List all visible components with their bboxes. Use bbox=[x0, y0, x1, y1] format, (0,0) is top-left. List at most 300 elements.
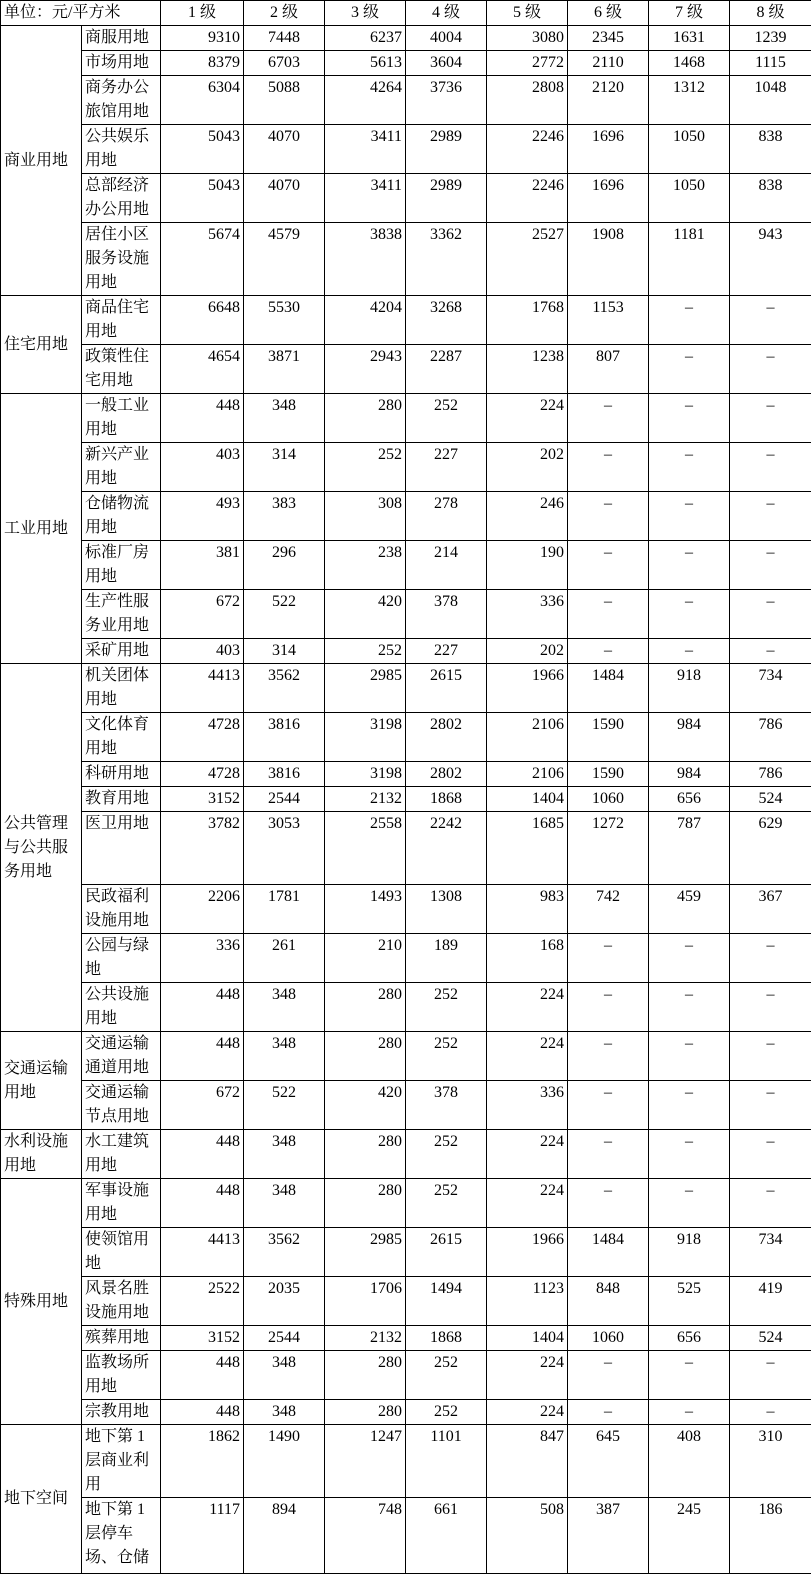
price-cell: 448 bbox=[161, 1351, 244, 1400]
grade-header-6: 6 级 bbox=[568, 1, 649, 26]
price-cell: – bbox=[730, 1081, 811, 1130]
price-cell: 672 bbox=[161, 1081, 244, 1130]
price-cell: 734 bbox=[730, 1228, 811, 1277]
price-cell: 2035 bbox=[244, 1277, 325, 1326]
price-cell: 314 bbox=[244, 639, 325, 664]
price-cell: 310 bbox=[730, 1425, 811, 1498]
unit-label: 单位：元/平方米 bbox=[1, 1, 161, 26]
price-cell: 448 bbox=[161, 1179, 244, 1228]
price-cell: 661 bbox=[406, 1498, 487, 1574]
price-cell: – bbox=[649, 1400, 730, 1425]
subcategory-cell: 交通运输通道用地 bbox=[82, 1032, 161, 1081]
table-row bbox=[1, 664, 811, 713]
price-cell: 3604 bbox=[406, 51, 487, 76]
price-cell: – bbox=[730, 1400, 811, 1425]
price-cell: 6237 bbox=[325, 26, 406, 51]
price-cell: – bbox=[568, 1032, 649, 1081]
price-cell: 4264 bbox=[325, 76, 406, 125]
subcategory-cell: 文化体育用地 bbox=[82, 713, 161, 762]
price-cell: 1101 bbox=[406, 1425, 487, 1498]
price-cell: – bbox=[649, 492, 730, 541]
price-cell: 522 bbox=[244, 1081, 325, 1130]
price-cell: 336 bbox=[487, 590, 568, 639]
price-cell: 1272 bbox=[568, 812, 649, 885]
price-cell: 280 bbox=[325, 1130, 406, 1179]
table-row bbox=[1, 983, 811, 1032]
price-cell: 367 bbox=[730, 885, 811, 934]
price-cell: 1123 bbox=[487, 1277, 568, 1326]
subcategory-cell: 市场用地 bbox=[82, 51, 161, 76]
price-cell: 224 bbox=[487, 1351, 568, 1400]
subcategory-cell: 一般工业用地 bbox=[82, 394, 161, 443]
price-cell: 2345 bbox=[568, 26, 649, 51]
price-cell: 524 bbox=[730, 787, 811, 812]
price-cell: 2132 bbox=[325, 787, 406, 812]
table-row bbox=[1, 1032, 811, 1081]
price-cell: 5043 bbox=[161, 125, 244, 174]
category-cell: 交通运输用地 bbox=[1, 1032, 82, 1130]
price-cell: 2246 bbox=[487, 125, 568, 174]
price-cell: 308 bbox=[325, 492, 406, 541]
price-cell: 348 bbox=[244, 1179, 325, 1228]
price-cell: 2544 bbox=[244, 1326, 325, 1351]
price-cell: – bbox=[568, 1400, 649, 1425]
price-cell: 522 bbox=[244, 590, 325, 639]
price-cell: – bbox=[649, 541, 730, 590]
price-cell: – bbox=[568, 1351, 649, 1400]
subcategory-cell: 科研用地 bbox=[82, 762, 161, 787]
price-cell: 314 bbox=[244, 443, 325, 492]
price-cell: – bbox=[649, 1351, 730, 1400]
price-cell: 1494 bbox=[406, 1277, 487, 1326]
price-cell: 3816 bbox=[244, 713, 325, 762]
price-cell: 2802 bbox=[406, 713, 487, 762]
subcategory-cell: 仓储物流用地 bbox=[82, 492, 161, 541]
price-cell: 1404 bbox=[487, 1326, 568, 1351]
price-cell: 2615 bbox=[406, 1228, 487, 1277]
grade-header-1: 1 级 bbox=[161, 1, 244, 26]
price-cell: 4004 bbox=[406, 26, 487, 51]
price-cell: 2287 bbox=[406, 345, 487, 394]
table-row bbox=[1, 787, 811, 812]
price-cell: 748 bbox=[325, 1498, 406, 1574]
subcategory-cell: 商服用地 bbox=[82, 26, 161, 51]
price-cell: 838 bbox=[730, 174, 811, 223]
price-cell: 202 bbox=[487, 443, 568, 492]
subcategory-cell: 公园与绿地 bbox=[82, 934, 161, 983]
price-cell: 5530 bbox=[244, 296, 325, 345]
subcategory-cell: 商务办公旅馆用地 bbox=[82, 76, 161, 125]
price-cell: – bbox=[568, 443, 649, 492]
price-cell: 190 bbox=[487, 541, 568, 590]
price-cell: – bbox=[568, 934, 649, 983]
table-row bbox=[1, 26, 811, 51]
price-cell: 734 bbox=[730, 664, 811, 713]
price-cell: 2808 bbox=[487, 76, 568, 125]
price-cell: 280 bbox=[325, 1179, 406, 1228]
price-cell: – bbox=[649, 934, 730, 983]
price-cell: 838 bbox=[730, 125, 811, 174]
price-cell: 3871 bbox=[244, 345, 325, 394]
price-cell: 4204 bbox=[325, 296, 406, 345]
price-cell: 1484 bbox=[568, 1228, 649, 1277]
table-row bbox=[1, 51, 811, 76]
table-row bbox=[1, 934, 811, 983]
price-cell: 1308 bbox=[406, 885, 487, 934]
price-cell: 2943 bbox=[325, 345, 406, 394]
price-cell: 742 bbox=[568, 885, 649, 934]
price-cell: 1050 bbox=[649, 174, 730, 223]
price-cell: 246 bbox=[487, 492, 568, 541]
subcategory-cell: 地下第 1 层商业利用 bbox=[82, 1425, 161, 1498]
price-cell: 186 bbox=[730, 1498, 811, 1574]
price-cell: – bbox=[649, 443, 730, 492]
price-cell: 5088 bbox=[244, 76, 325, 125]
price-cell: 1490 bbox=[244, 1425, 325, 1498]
table-row bbox=[1, 223, 811, 296]
category-cell: 商业用地 bbox=[1, 26, 82, 296]
table-row bbox=[1, 1081, 811, 1130]
price-cell: 2989 bbox=[406, 125, 487, 174]
price-cell: 448 bbox=[161, 394, 244, 443]
price-cell: 1868 bbox=[406, 787, 487, 812]
price-cell: 245 bbox=[649, 1498, 730, 1574]
price-cell: 224 bbox=[487, 1032, 568, 1081]
category-cell: 水利设施用地 bbox=[1, 1130, 82, 1179]
price-cell: 224 bbox=[487, 1400, 568, 1425]
price-cell: 3838 bbox=[325, 223, 406, 296]
price-cell: 2772 bbox=[487, 51, 568, 76]
price-cell: 4579 bbox=[244, 223, 325, 296]
price-cell: 1060 bbox=[568, 787, 649, 812]
price-cell: 348 bbox=[244, 1351, 325, 1400]
subcategory-cell: 生产性服务业用地 bbox=[82, 590, 161, 639]
price-cell: 2522 bbox=[161, 1277, 244, 1326]
price-cell: 6304 bbox=[161, 76, 244, 125]
price-cell: 348 bbox=[244, 394, 325, 443]
price-cell: 6648 bbox=[161, 296, 244, 345]
subcategory-cell: 机关团体用地 bbox=[82, 664, 161, 713]
price-cell: 2527 bbox=[487, 223, 568, 296]
subcategory-cell: 水工建筑用地 bbox=[82, 1130, 161, 1179]
table-row bbox=[1, 296, 811, 345]
price-cell: 381 bbox=[161, 541, 244, 590]
price-cell: 224 bbox=[487, 983, 568, 1032]
price-cell: – bbox=[568, 1081, 649, 1130]
price-cell: 348 bbox=[244, 983, 325, 1032]
price-cell: 238 bbox=[325, 541, 406, 590]
price-cell: 3411 bbox=[325, 174, 406, 223]
price-cell: – bbox=[730, 296, 811, 345]
price-cell: 3198 bbox=[325, 762, 406, 787]
subcategory-cell: 使领馆用地 bbox=[82, 1228, 161, 1277]
price-cell: 408 bbox=[649, 1425, 730, 1498]
price-cell: 3362 bbox=[406, 223, 487, 296]
table-row bbox=[1, 1277, 811, 1326]
price-cell: – bbox=[568, 1179, 649, 1228]
price-cell: 2615 bbox=[406, 664, 487, 713]
price-cell: 210 bbox=[325, 934, 406, 983]
price-cell: 278 bbox=[406, 492, 487, 541]
price-cell: 336 bbox=[487, 1081, 568, 1130]
table-row bbox=[1, 1351, 811, 1400]
price-cell: 3816 bbox=[244, 762, 325, 787]
price-cell: – bbox=[730, 443, 811, 492]
price-cell: 383 bbox=[244, 492, 325, 541]
price-cell: 1247 bbox=[325, 1425, 406, 1498]
price-cell: 943 bbox=[730, 223, 811, 296]
price-cell: 4413 bbox=[161, 664, 244, 713]
grade-header-2: 2 级 bbox=[244, 1, 325, 26]
price-cell: – bbox=[568, 394, 649, 443]
category-cell: 公共管理与公共服务用地 bbox=[1, 664, 82, 1032]
price-cell: 224 bbox=[487, 394, 568, 443]
price-cell: 1117 bbox=[161, 1498, 244, 1574]
price-cell: 9310 bbox=[161, 26, 244, 51]
price-cell: 3152 bbox=[161, 787, 244, 812]
price-cell: 629 bbox=[730, 812, 811, 885]
price-cell: 1862 bbox=[161, 1425, 244, 1498]
price-cell: 448 bbox=[161, 1032, 244, 1081]
price-cell: 807 bbox=[568, 345, 649, 394]
price-cell: 1590 bbox=[568, 713, 649, 762]
price-cell: 448 bbox=[161, 1130, 244, 1179]
category-cell: 特殊用地 bbox=[1, 1179, 82, 1425]
table-row bbox=[1, 76, 811, 125]
price-cell: 3411 bbox=[325, 125, 406, 174]
subcategory-cell: 公共娱乐用地 bbox=[82, 125, 161, 174]
price-cell: 847 bbox=[487, 1425, 568, 1498]
price-cell: 387 bbox=[568, 1498, 649, 1574]
price-cell: 1238 bbox=[487, 345, 568, 394]
price-cell: 918 bbox=[649, 1228, 730, 1277]
price-cell: 403 bbox=[161, 443, 244, 492]
price-cell: 2106 bbox=[487, 713, 568, 762]
grade-header-7: 7 级 bbox=[649, 1, 730, 26]
price-cell: 525 bbox=[649, 1277, 730, 1326]
price-cell: 378 bbox=[406, 1081, 487, 1130]
price-cell: – bbox=[649, 590, 730, 639]
grade-header-8: 8 级 bbox=[730, 1, 811, 26]
price-cell: 252 bbox=[406, 1179, 487, 1228]
price-cell: 336 bbox=[161, 934, 244, 983]
price-cell: – bbox=[649, 1032, 730, 1081]
price-cell: – bbox=[730, 541, 811, 590]
subcategory-cell: 教育用地 bbox=[82, 787, 161, 812]
price-cell: – bbox=[730, 1130, 811, 1179]
price-cell: – bbox=[649, 345, 730, 394]
subcategory-cell: 总部经济办公用地 bbox=[82, 174, 161, 223]
table-row bbox=[1, 174, 811, 223]
table-row bbox=[1, 590, 811, 639]
price-cell: 2989 bbox=[406, 174, 487, 223]
subcategory-cell: 政策性住宅用地 bbox=[82, 345, 161, 394]
price-cell: 2110 bbox=[568, 51, 649, 76]
price-cell: 224 bbox=[487, 1179, 568, 1228]
price-cell: 348 bbox=[244, 1400, 325, 1425]
price-cell: 252 bbox=[406, 1130, 487, 1179]
price-cell: – bbox=[730, 983, 811, 1032]
price-cell: 493 bbox=[161, 492, 244, 541]
price-cell: 5043 bbox=[161, 174, 244, 223]
price-cell: – bbox=[730, 934, 811, 983]
price-cell: 786 bbox=[730, 713, 811, 762]
price-cell: 448 bbox=[161, 1400, 244, 1425]
table-row bbox=[1, 639, 811, 664]
price-cell: 252 bbox=[406, 394, 487, 443]
price-cell: 1493 bbox=[325, 885, 406, 934]
price-cell: 280 bbox=[325, 1032, 406, 1081]
price-cell: 6703 bbox=[244, 51, 325, 76]
table-row bbox=[1, 345, 811, 394]
table-row bbox=[1, 125, 811, 174]
price-cell: 168 bbox=[487, 934, 568, 983]
price-cell: 224 bbox=[487, 1130, 568, 1179]
price-cell: 280 bbox=[325, 983, 406, 1032]
price-cell: 1048 bbox=[730, 76, 811, 125]
price-cell: 1181 bbox=[649, 223, 730, 296]
price-cell: 2120 bbox=[568, 76, 649, 125]
price-cell: – bbox=[730, 590, 811, 639]
price-cell: 252 bbox=[406, 1351, 487, 1400]
price-cell: 1590 bbox=[568, 762, 649, 787]
subcategory-cell: 风景名胜设施用地 bbox=[82, 1277, 161, 1326]
grade-header-5: 5 级 bbox=[487, 1, 568, 26]
price-cell: – bbox=[730, 1351, 811, 1400]
subcategory-cell: 医卫用地 bbox=[82, 812, 161, 885]
price-cell: 3736 bbox=[406, 76, 487, 125]
price-cell: 786 bbox=[730, 762, 811, 787]
table-row bbox=[1, 885, 811, 934]
price-cell: 983 bbox=[487, 885, 568, 934]
price-cell: 4728 bbox=[161, 762, 244, 787]
table-row bbox=[1, 492, 811, 541]
price-cell: 4070 bbox=[244, 174, 325, 223]
price-cell: 448 bbox=[161, 983, 244, 1032]
price-cell: – bbox=[730, 492, 811, 541]
price-cell: 252 bbox=[406, 983, 487, 1032]
price-cell: 3080 bbox=[487, 26, 568, 51]
price-cell: 2985 bbox=[325, 664, 406, 713]
price-cell: 524 bbox=[730, 1326, 811, 1351]
price-cell: 787 bbox=[649, 812, 730, 885]
price-cell: – bbox=[649, 296, 730, 345]
subcategory-cell: 采矿用地 bbox=[82, 639, 161, 664]
price-cell: 2558 bbox=[325, 812, 406, 885]
price-cell: 645 bbox=[568, 1425, 649, 1498]
subcategory-cell: 标准厂房用地 bbox=[82, 541, 161, 590]
price-cell: – bbox=[730, 345, 811, 394]
price-cell: – bbox=[649, 1130, 730, 1179]
price-cell: 984 bbox=[649, 762, 730, 787]
category-cell: 工业用地 bbox=[1, 394, 82, 664]
price-cell: 296 bbox=[244, 541, 325, 590]
price-cell: 1312 bbox=[649, 76, 730, 125]
price-cell: – bbox=[568, 639, 649, 664]
price-cell: 1868 bbox=[406, 1326, 487, 1351]
table-row bbox=[1, 541, 811, 590]
price-cell: 252 bbox=[406, 1032, 487, 1081]
price-cell: – bbox=[730, 394, 811, 443]
price-cell: 2106 bbox=[487, 762, 568, 787]
price-cell: 419 bbox=[730, 1277, 811, 1326]
price-cell: 848 bbox=[568, 1277, 649, 1326]
price-cell: – bbox=[649, 394, 730, 443]
price-cell: 3562 bbox=[244, 664, 325, 713]
price-cell: 4654 bbox=[161, 345, 244, 394]
price-cell: 1768 bbox=[487, 296, 568, 345]
price-cell: 1685 bbox=[487, 812, 568, 885]
price-cell: 227 bbox=[406, 443, 487, 492]
price-cell: 348 bbox=[244, 1130, 325, 1179]
table-row bbox=[1, 762, 811, 787]
price-cell: 508 bbox=[487, 1498, 568, 1574]
price-cell: 252 bbox=[406, 1400, 487, 1425]
price-cell: 1404 bbox=[487, 787, 568, 812]
price-cell: 1781 bbox=[244, 885, 325, 934]
price-cell: 894 bbox=[244, 1498, 325, 1574]
price-cell: 1153 bbox=[568, 296, 649, 345]
price-cell: 1696 bbox=[568, 174, 649, 223]
table-row bbox=[1, 394, 811, 443]
table-row bbox=[1, 1498, 811, 1574]
subcategory-cell: 居住小区服务设施用地 bbox=[82, 223, 161, 296]
subcategory-cell: 军事设施用地 bbox=[82, 1179, 161, 1228]
price-cell: 3198 bbox=[325, 713, 406, 762]
price-cell: 227 bbox=[406, 639, 487, 664]
price-cell: – bbox=[649, 1179, 730, 1228]
price-cell: 378 bbox=[406, 590, 487, 639]
subcategory-cell: 交通运输节点用地 bbox=[82, 1081, 161, 1130]
price-cell: – bbox=[568, 983, 649, 1032]
subcategory-cell: 商品住宅用地 bbox=[82, 296, 161, 345]
price-cell: 1966 bbox=[487, 664, 568, 713]
price-cell: 403 bbox=[161, 639, 244, 664]
price-cell: 280 bbox=[325, 1400, 406, 1425]
price-cell: 2802 bbox=[406, 762, 487, 787]
price-cell: 2544 bbox=[244, 787, 325, 812]
price-cell: 2246 bbox=[487, 174, 568, 223]
price-cell: 1484 bbox=[568, 664, 649, 713]
price-cell: 1468 bbox=[649, 51, 730, 76]
price-cell: 2985 bbox=[325, 1228, 406, 1277]
table-row bbox=[1, 812, 811, 885]
price-cell: 3268 bbox=[406, 296, 487, 345]
table-row bbox=[1, 1326, 811, 1351]
subcategory-cell: 殡葬用地 bbox=[82, 1326, 161, 1351]
price-cell: 189 bbox=[406, 934, 487, 983]
price-cell: – bbox=[730, 1179, 811, 1228]
price-cell: 3152 bbox=[161, 1326, 244, 1351]
table-row bbox=[1, 1179, 811, 1228]
category-cell: 地下空间 bbox=[1, 1425, 82, 1574]
table-row bbox=[1, 1425, 811, 1498]
price-cell: 214 bbox=[406, 541, 487, 590]
price-cell: 1631 bbox=[649, 26, 730, 51]
price-cell: 3562 bbox=[244, 1228, 325, 1277]
table-row bbox=[1, 713, 811, 762]
table-row bbox=[1, 443, 811, 492]
subcategory-cell: 监教场所用地 bbox=[82, 1351, 161, 1400]
price-cell: – bbox=[649, 983, 730, 1032]
price-cell: – bbox=[649, 639, 730, 664]
category-cell: 住宅用地 bbox=[1, 296, 82, 394]
price-cell: – bbox=[568, 541, 649, 590]
price-cell: 2242 bbox=[406, 812, 487, 885]
price-cell: 1908 bbox=[568, 223, 649, 296]
price-cell: 1706 bbox=[325, 1277, 406, 1326]
price-cell: 3053 bbox=[244, 812, 325, 885]
